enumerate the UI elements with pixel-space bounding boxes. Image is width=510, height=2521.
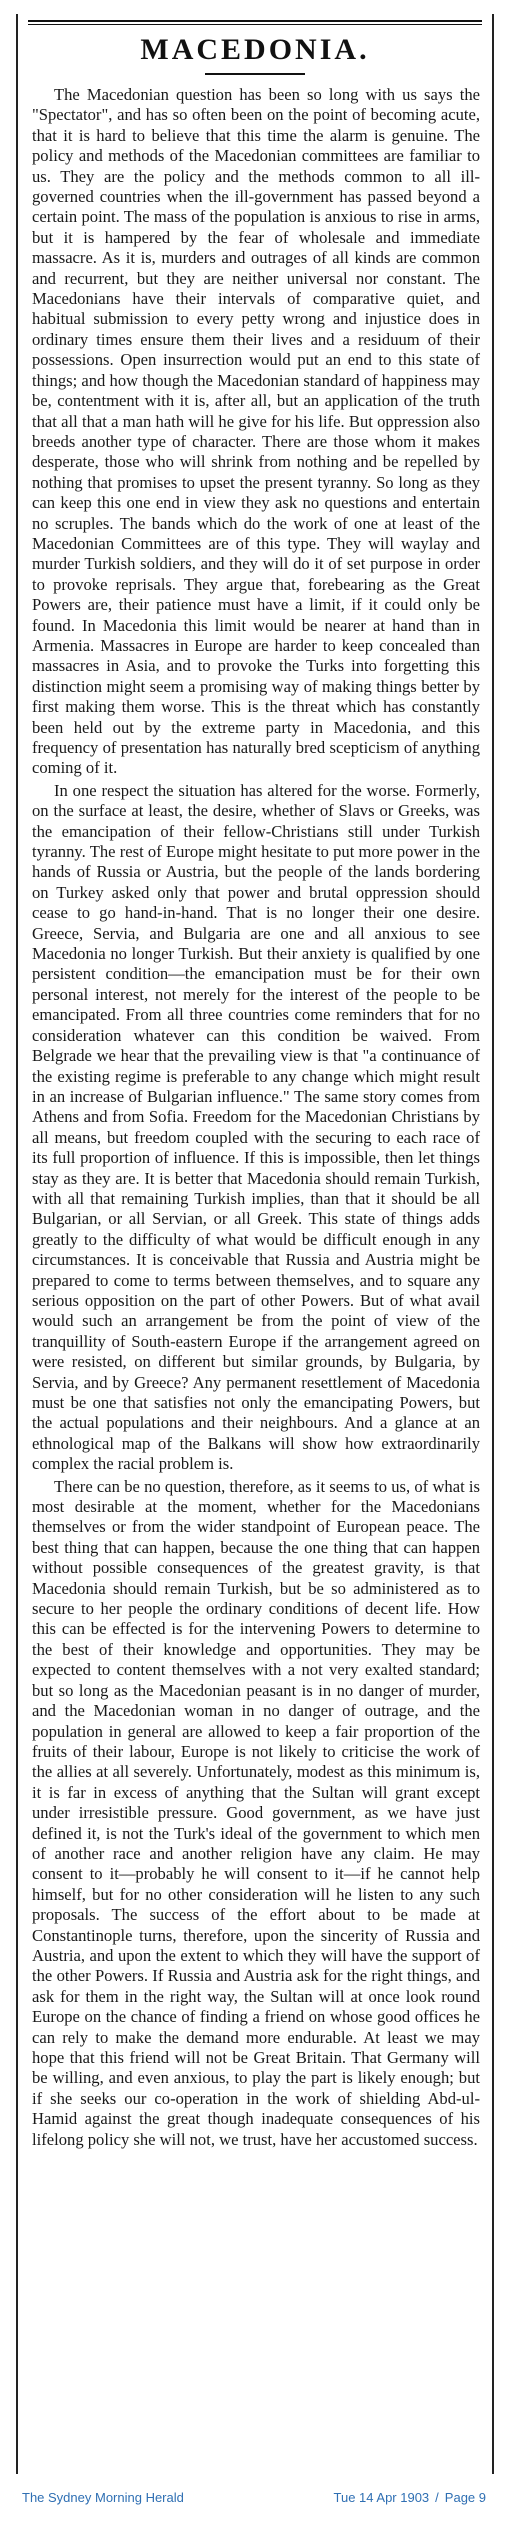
issue-date-link[interactable]: Tue 14 Apr 1903: [333, 2490, 430, 2505]
article-title: MACEDONIA.: [140, 33, 370, 66]
citation-footer: [0, 2488, 510, 2510]
article-paragraph: The Macedonian question has been so long with us says the "Spectator", and has so often been on the point of becoming acute, that it is hard to believe that this time the alarm is genuine. The policy and methods of the Macedonian committees are familiar to us. They are the policy and the methods common to all ill-governed countries when the ill-government has passed beyond a certain point. The mass of the population is anxious to rise in arms, but it is hampered by the fear of wholesale and immediate massacre. As it is, murders and outrages of all kinds are common and recurrent, but they are neither universal nor constant. The Macedonians have their intervals of comparative quiet, and habitual submission to every petty wrong and injustice does in ordinary times ensure them their lives and a residuum of their possessions. Open insurrection would put an end to this state of things; and how though the Macedonian standard of happiness may be, contentment with it is, after all, but an application of the truth that all that a man hath will he give for his life. But oppression also breeds another type of character. There are those whom it makes desperate, those who will shrink from nothing and be repelled by nothing that promises to upset the present tyranny. So long as they can keep this one end in view they ask no questions and entertain no scruples. The bands which do the work of one at least of the Macedonian Committees are of this type. They will waylay and murder Turkish soldiers, and they will do it of set purpose in order to provoke reprisals. They argue that, forebearing as the Great Powers are, their patience must have a limit, if it could only be found. In Macedonia this limit would be nearer at hand than in Armenia. Massacres in Europe are harder to keep concealed than massacres in Asia, and to provoke the Turks into forgetting this distinction might seem a promising way of making things better by first making them worse. This is the threat which has constantly been held out by the extreme party in Macedonia, and this frequency of presentation has naturally bred scepticism of anything coming of it.: [32, 85, 480, 778]
newspaper-clipping: [16, 14, 494, 2474]
article-paragraph: There can be no question, therefore, as it seems to us, of what is most desirable at the moment, whether for the Macedonians themselves or from the wider standpoint of European peace. The best thing that can happen, because the one thing that can happen without possible consequences of the greatest gravity, is that Macedonia should remain Turkish, but be so administered as to secure to her people the ordinary conditions of decent life. How this can be effected is for the intervening Powers to determine to the best of their knowledge and opportunities. They may be expected to content themselves with a not very exalted standard; but so long as the Macedonian peasant is in no danger of murder, and the Macedonian woman in no danger of outrage, and the population in general are allowed to keep a fair proportion of the fruits of their labour, Europe is not likely to criticise the work of the allies at all severely. Unfortunately, modest as this minimum is, it is far in excess of anything that the Sultan will grant except under irresistible pressure. Good government, as we have just defined it, is not the Turk's ideal of the government to which men of another race and another religion have any claim. He may consent to it—probably he will consent to it—if he cannot help himself, but for no other consideration will he listen to any such proposals. The success of the effort about to be made at Constantinople turns, therefore, upon the sincerity of Russia and Austria, and upon the extent to which they will have the support of the other Powers. If Russia and Austria ask for the right things, and ask for them in the right way, the Sultan will at once look round Europe on the chance of finding a friend on whose good offices he can rely to make the demand more endurable. At least we may hope that this friend will not be Great Britain. That Germany will be willing, and even anxious, to play the part is likely enough; but if she seeks our co-operation in the work of shielding Abd-ul-Hamid against the great though inadequate consequences of his lifelong policy she will not, we trust, have her accustomed success.: [32, 1476, 480, 2149]
article-body: [18, 85, 492, 2150]
issue-info: [334, 2490, 486, 2505]
footer-separator: /: [435, 2490, 439, 2505]
page-link[interactable]: Page 9: [444, 2490, 486, 2505]
header-rule-thin: [28, 24, 482, 25]
header-rule: [28, 20, 482, 22]
article-paragraph: In one respect the situation has altered for the worse. Formerly, on the surface at least, the desire, whether of Slavs or Greeks, was the emancipation of their fellow-Christians still under Turkish tyranny. The rest of Europe might hesitate to put more power in the hands of Russia or Austria, but the people of the lands bordering on Turkey asked only that power and brutal oppression should cease to go hand-in-hand. That is no longer their one desire. Greece, Servia, and Bulgaria are one and all anxious to see Macedonia no longer Turkish. But their anxiety is qualified by one persistent condition—the emancipation must be for their own personal interest, not merely for the interest of the people to be emancipated. From all three countries come reminders that for no consideration whatever can this condition be waived. From Belgrade we hear that the prevailing view is that "a continuance of the existing regime is preferable to any change which might result in an increase of Bulgarian influence." The same story comes from Athens and from Sofia. Freedom for the Macedonian Christians by all means, but freedom coupled with the securing to each race of its full proportion of influence. If this is impossible, then let things stay as they are. It is better that Macedonia should remain Turkish, with all that remaining Turkish implies, than that it should be all Bulgarian, or all Servian, or all Greek. This state of things adds greatly to the difficulty of what would be difficult enough in any circumstances. It is conceivable that Russia and Austria might be prepared to come to terms between themselves, and to square any serious opposition on the part of other Powers. But of what avail would such an arrangement be from the point of view of the tranquillity of South-eastern Europe if the arrangement agreed on were resisted, on different but similar grounds, by Bulgaria, by Servia, and by Greece? Any permanent resettlement of Macedonia must be one that satisfies not only the emancipating Powers, but the actual populations and their neighbours. And a glance at an ethnological map of the Balkans will show how extraordinarily complex the racial problem is.: [32, 780, 480, 1474]
publication-link[interactable]: The Sydney Morning Herald: [22, 2490, 184, 2505]
title-underline: [205, 73, 305, 75]
